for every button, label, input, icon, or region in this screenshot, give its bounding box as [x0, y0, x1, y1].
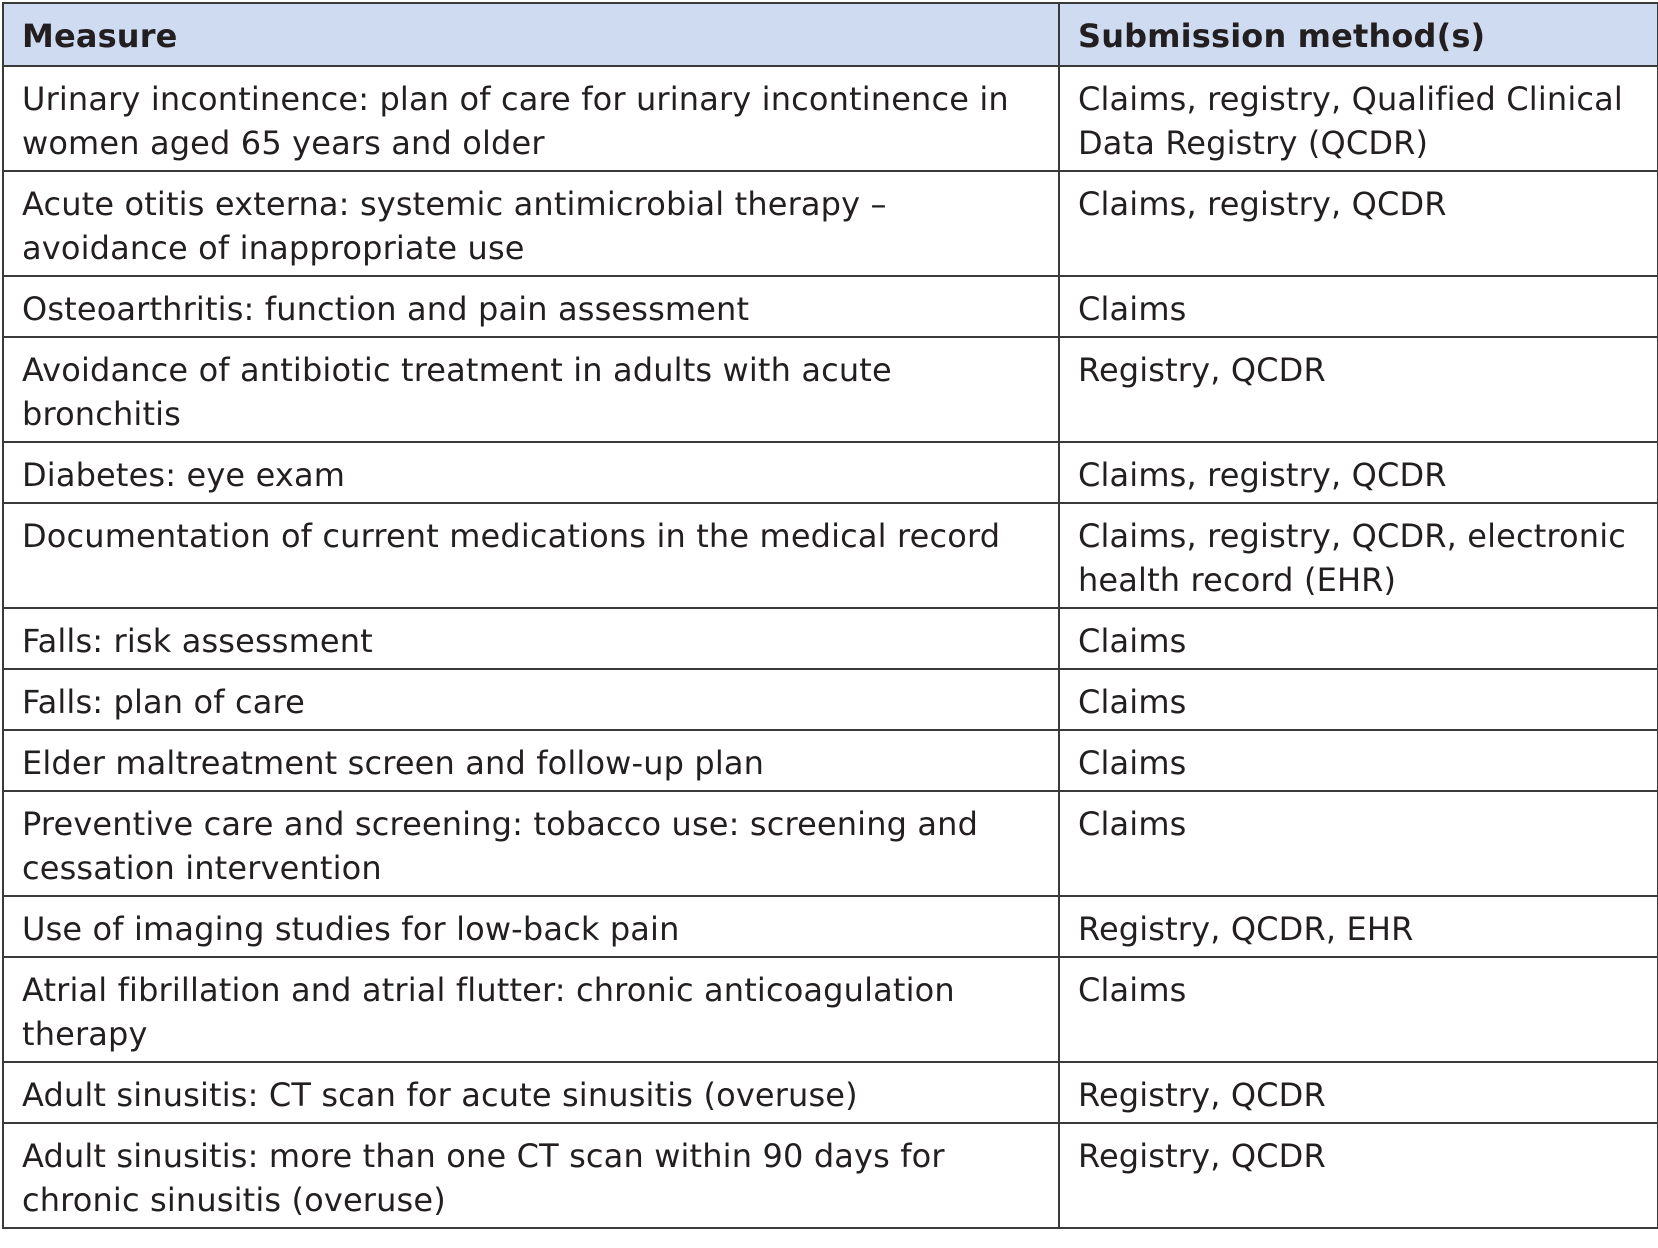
method-cell: Claims: [1059, 791, 1658, 896]
table-row: [3, 503, 1658, 608]
measure-cell: Atrial fibrillation and atrial flutter: chronic anticoagulation therapy: [3, 957, 1059, 1062]
method-cell: Claims: [1059, 957, 1658, 1062]
measure-cell: Acute otitis externa: systemic antimicrobial therapy – avoidance of inappropriate use: [3, 171, 1059, 276]
measure-cell: Falls: risk assessment: [3, 608, 1059, 669]
table-row: [3, 1062, 1658, 1123]
method-cell: Registry, QCDR: [1059, 1062, 1658, 1123]
table-row: [3, 1123, 1658, 1228]
method-cell: Claims: [1059, 276, 1658, 337]
measure-cell: Avoidance of antibiotic treatment in adults with acute bronchitis: [3, 337, 1059, 442]
measure-cell: Adult sinusitis: more than one CT scan within 90 days for chronic sinusitis (overuse): [3, 1123, 1059, 1228]
header-measure: Measure: [3, 3, 1059, 66]
method-cell: Registry, QCDR: [1059, 1123, 1658, 1228]
method-cell: Claims, registry, QCDR: [1059, 442, 1658, 503]
table-row: [3, 608, 1658, 669]
measure-cell: Use of imaging studies for low-back pain: [3, 896, 1059, 957]
method-cell: Claims, registry, QCDR: [1059, 171, 1658, 276]
quality-measures-table: [2, 2, 1658, 1229]
table-row: [3, 669, 1658, 730]
measure-cell: Falls: plan of care: [3, 669, 1059, 730]
table-row: [3, 791, 1658, 896]
measure-cell: Urinary incontinence: plan of care for urinary incontinence in women aged 65 years and older: [3, 66, 1059, 171]
method-cell: Claims, registry, QCDR, electronic health record (EHR): [1059, 503, 1658, 608]
table-row: [3, 896, 1658, 957]
method-cell: Claims, registry, Qualified Clinical Data Registry (QCDR): [1059, 66, 1658, 171]
measure-cell: Adult sinusitis: CT scan for acute sinusitis (overuse): [3, 1062, 1059, 1123]
table-row: [3, 171, 1658, 276]
table-row: [3, 957, 1658, 1062]
method-cell: Registry, QCDR: [1059, 337, 1658, 442]
table-row: [3, 442, 1658, 503]
method-cell: Registry, QCDR, EHR: [1059, 896, 1658, 957]
table-row: [3, 730, 1658, 791]
header-submission-methods: Submission method(s): [1059, 3, 1658, 66]
table-row: [3, 276, 1658, 337]
header-row: [3, 3, 1658, 66]
method-cell: Claims: [1059, 669, 1658, 730]
measure-cell: Diabetes: eye exam: [3, 442, 1059, 503]
table-row: [3, 66, 1658, 171]
measure-cell: Documentation of current medications in the medical record: [3, 503, 1059, 608]
method-cell: Claims: [1059, 608, 1658, 669]
measure-cell: Elder maltreatment screen and follow-up plan: [3, 730, 1059, 791]
table-row: [3, 337, 1658, 442]
measure-cell: Osteoarthritis: function and pain assessment: [3, 276, 1059, 337]
measure-cell: Preventive care and screening: tobacco use: screening and cessation intervention: [3, 791, 1059, 896]
method-cell: Claims: [1059, 730, 1658, 791]
